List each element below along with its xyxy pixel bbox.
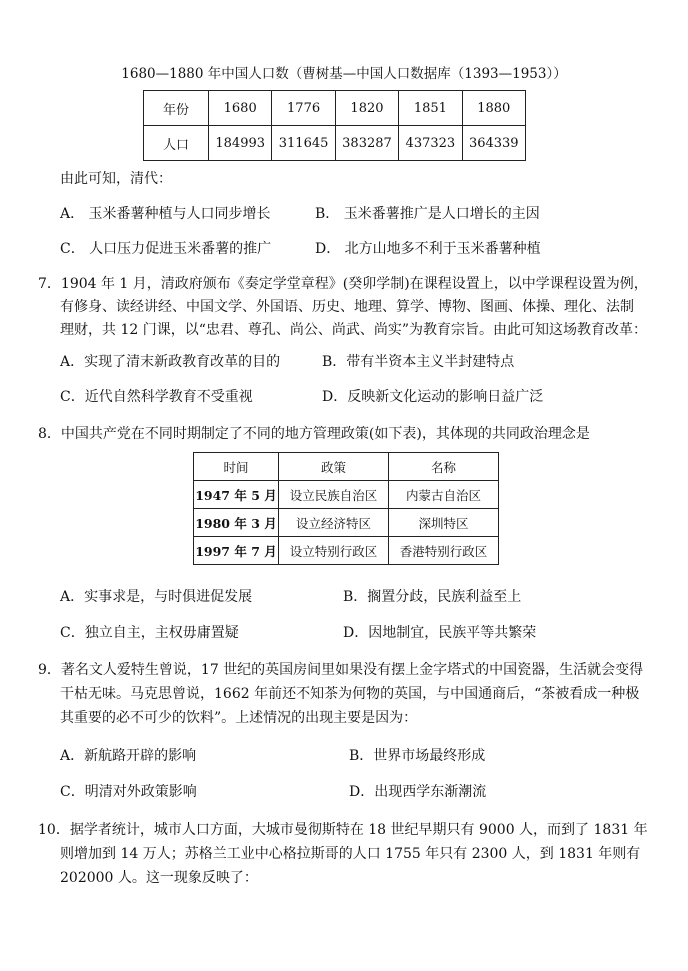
table-header-cell: 名称 xyxy=(389,453,499,481)
q7-line-3: 理财，共 12 门课，以“忠君、尊孔、尚公、尚武、尚实”为教育宗旨。由此可知这场教育改革： xyxy=(60,322,648,338)
table-cell: 1680 xyxy=(209,91,272,126)
q8-option-b: B．搁置分歧，民族利益至上 xyxy=(343,589,522,605)
q10-line-3: 202000 人。这一现象反映了： xyxy=(60,870,258,886)
table-cell: 1776 xyxy=(272,91,335,126)
q7-line-2: 有修身、读经讲经、中国文学、外国语、历史、地理、算学、博物、图画、体操、理化、法制 xyxy=(60,299,634,315)
table-cell: 设立特别行政区 xyxy=(279,537,389,565)
q7-option-c: C．近代自然科学教育不受重视 xyxy=(60,389,253,405)
table-cell: 1851 xyxy=(399,91,462,126)
q6-option-d: D． 北方山地多不利于玉米番薯种植 xyxy=(315,241,541,257)
q9-line-3: 其重要的必不可少的饮料”。上述情况的出现主要是因为： xyxy=(60,710,418,726)
q7-option-d: D．反映新文化运动的影响日益广泛 xyxy=(322,389,544,405)
q9-option-d: D．出现西学东渐潮流 xyxy=(349,784,487,800)
table-cell: 383287 xyxy=(335,126,398,161)
table-cell: 人口 xyxy=(144,126,209,161)
table-cell: 1820 xyxy=(335,91,398,126)
table-cell: 437323 xyxy=(399,126,462,161)
table-cell: 1947 年 5 月 xyxy=(194,481,279,509)
table-cell: 1880 xyxy=(462,91,525,126)
table-cell: 内蒙古自治区 xyxy=(389,481,499,509)
table-cell: 311645 xyxy=(272,126,335,161)
table-cell: 1997 年 7 月 xyxy=(194,537,279,565)
table-row xyxy=(194,481,499,509)
q8-line-1: 8．中国共产党在不同时期制定了不同的地方管理政策(如下表)，其体现的共同政治理念是 xyxy=(38,426,590,442)
q7-option-b: B．带有半资本主义半封建特点 xyxy=(322,354,515,370)
q7-line-1: 7．1904 年 1 月，清政府颁布《奏定学堂章程》(癸卯学制)在课程设置上，以中学课程设置为例， xyxy=(38,276,648,292)
table-cell: 364339 xyxy=(462,126,525,161)
table-cell: 设立民族自治区 xyxy=(279,481,389,509)
table-header-cell: 政策 xyxy=(279,453,389,481)
population-table-title: 1680—1880 年中国人口数（曹树基—中国人口数据库（1393—1953）） xyxy=(121,66,567,82)
q9-line-1: 9．著名文人爱特生曾说，17 世纪的英国房间里如果没有摆上金字塔式的中国瓷器，生活就会变得 xyxy=(38,662,644,678)
q9-option-c: C．明清对外政策影响 xyxy=(60,784,197,800)
table-cell: 深圳特区 xyxy=(389,509,499,537)
q8-option-d: D．因地制宜，民族平等共繁荣 xyxy=(343,625,537,641)
table-cell: 设立经济特区 xyxy=(279,509,389,537)
q6-option-b: B． 玉米番薯推广是人口增长的主因 xyxy=(315,206,540,222)
population-table xyxy=(143,90,526,161)
table-header-cell: 时间 xyxy=(194,453,279,481)
q8-option-c: C．独立自主，主权毋庸置疑 xyxy=(60,625,239,641)
q10-line-2: 则增加到 14 万人；苏格兰工业中心格拉斯哥的人口 1755 年只有 2300 人，到 1831 年则有 xyxy=(60,846,641,862)
table-cell: 184993 xyxy=(209,126,272,161)
q6-stem: 由此可知，清代： xyxy=(60,171,172,187)
table-row xyxy=(144,126,526,161)
table-cell: 香港特别行政区 xyxy=(389,537,499,565)
q7-option-a: A．实现了清末新政教育改革的目的 xyxy=(60,354,281,370)
q9-option-b: B．世界市场最终形成 xyxy=(349,748,486,764)
policy-table xyxy=(193,452,499,565)
table-cell: 年份 xyxy=(144,91,209,126)
table-row xyxy=(194,509,499,537)
table-row xyxy=(144,91,526,126)
q10-line-1: 10．据学者统计，城市人口方面，大城市曼彻斯特在 18 世纪早期只有 9000 人，而到了 1831 年 xyxy=(38,822,648,838)
table-cell: 1980 年 3 月 xyxy=(194,509,279,537)
table-row xyxy=(194,537,499,565)
q6-option-a: A． 玉米番薯种植与人口同步增长 xyxy=(60,206,271,222)
table-row xyxy=(194,453,499,481)
q9-line-2: 干枯无味。马克思曾说，1662 年前还不知茶为何物的英国，与中国通商后，“茶被看成一种极 xyxy=(60,686,640,702)
q6-option-c: C． 人口压力促进玉米番薯的推广 xyxy=(60,241,272,257)
q8-option-a: A．实事求是，与时俱进促发展 xyxy=(60,589,253,605)
q9-option-a: A．新航路开辟的影响 xyxy=(60,748,197,764)
